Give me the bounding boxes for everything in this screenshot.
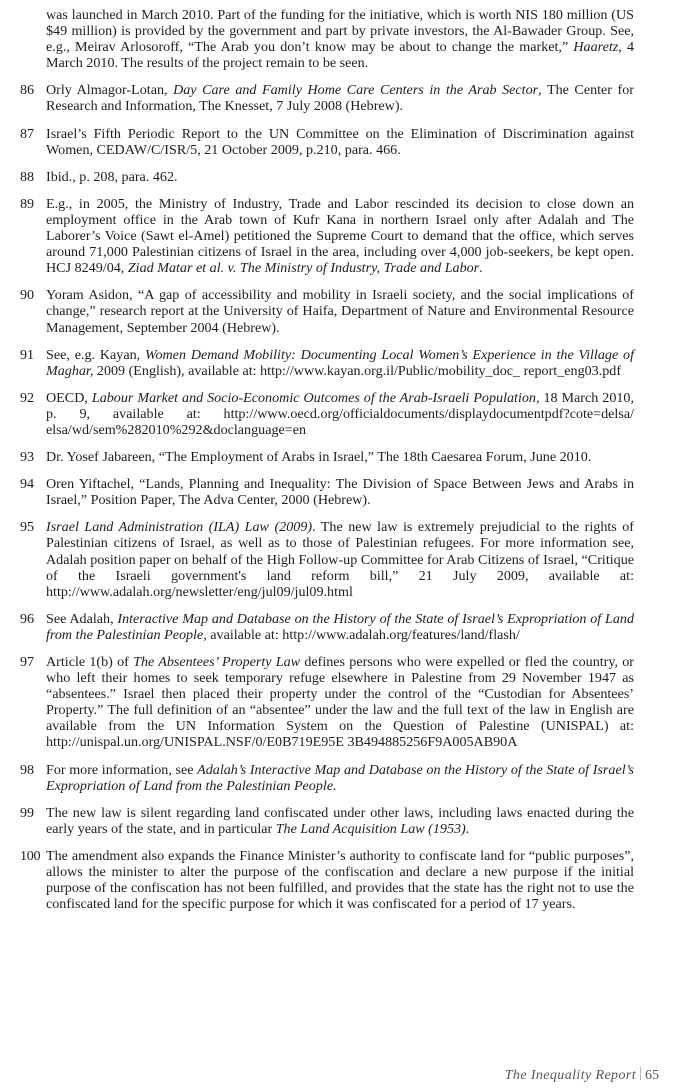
endnote-item xyxy=(20,476,634,508)
endnote-number: 92 xyxy=(20,389,35,406)
text-run: Israel’s Fifth Periodic Report to the UN Committee on the Elimination of Discrimination against Women, CEDAW/C/ISR/5, 21 October 2009, p.210, para. 466. xyxy=(46,125,634,158)
endnote-item xyxy=(20,126,634,158)
endnote-number: 98 xyxy=(20,761,35,778)
endnote-item xyxy=(20,347,634,379)
endnote-text xyxy=(46,519,634,599)
endnote-item xyxy=(20,82,634,114)
text-run: , available at: http://www.adalah.org/features/land/flash/ xyxy=(203,626,520,643)
text-run: Orly Almagor-Lotan, xyxy=(46,82,174,99)
endnote-text xyxy=(46,347,634,379)
note-spacer xyxy=(20,508,634,519)
endnote-number: 96 xyxy=(20,610,35,627)
endnote-item xyxy=(20,654,634,751)
continuation-italic: Haaretz xyxy=(573,39,619,56)
text-run: OECD, xyxy=(46,389,92,406)
endnote-text xyxy=(46,848,634,912)
text-run: Ibid., p. 208, para. 462. xyxy=(46,168,178,185)
text-run: Yoram Asidon, “A gap of accessibility and mobility in Israeli society, and the social implications of change,” research report at the University of Haifa, Department of Nature and Environmental Resource Management, September 2004 (Hebrew). xyxy=(46,287,634,336)
endnote-text xyxy=(46,390,634,438)
endnote-text xyxy=(46,805,634,837)
endnote-text xyxy=(46,287,634,335)
endnote-text xyxy=(46,654,634,751)
endnote-number: 99 xyxy=(20,804,35,821)
note-spacer xyxy=(20,465,634,476)
italic-title: The Absentees’ Property Law xyxy=(133,654,301,670)
endnote-text xyxy=(46,196,634,276)
note-spacer xyxy=(20,336,634,347)
text-run: 18 March 2010, p. 9, available at: http://www.oecd.org/officialdocuments/displaydocumentpdf?cote=delsa/ elsa/wd/sem%282010%292&doclanguage=en xyxy=(46,389,634,438)
endnote-number: 89 xyxy=(20,195,35,212)
italic-title: Adalah’s Interactive Map and Database on the History of the State of Israel’s Expropriation of Land from the Palestinian People. xyxy=(46,761,634,794)
italic-title: Israel Land Administration (ILA) Law (2009) xyxy=(46,519,313,536)
endnote-number: 87 xyxy=(20,125,35,142)
text-run: E.g., in 2005, the Ministry of Industry, Trade and Labor rescinded its decision to close down an employment office in the Arab town of Kufr Kana in northern Israel only after Adalah and The Laborer’s Voice (Sawt el-Amel) petitioned the Supreme Court to demand that the office, which serves around 71,000 Palestinian citizens of Israel in the area, including over 4,000 job-seekers, be kept open. HCJ 8249/04, xyxy=(46,195,634,277)
endnote-text xyxy=(46,611,634,643)
endnote-text xyxy=(46,449,634,465)
text-run: See Adalah, xyxy=(46,610,118,627)
note-spacer xyxy=(20,71,634,82)
endnote-text xyxy=(46,169,634,185)
italic-title: Labour Market and Socio-Economic Outcomes of the Arab-Israeli Population, xyxy=(91,389,540,406)
continuation-text: was launched in March 2010. Part of the funding for the initiative, which is worth NIS 180 million (US $49 million) is provided by the government and part by private investors, the Al-Bawader Group. See, e.g., Meirav Arlosoroff, “The Arab you don’t know may be about to change the market,” xyxy=(46,7,634,56)
endnote-item xyxy=(20,519,634,599)
text-run: defines persons who were expelled or fled the country, or who left their homes to seek temporary refuge elsewhere in Palestine from 29 November 1947 as “absentees.” Israel then placed their property under the control of the “Custodian for Absentees’ Property.” The full definition of an “absentee” under the law and the full text of the law in English are available from the UN Information System on the Question of Palestine (UNISPAL) at: http://unispal.un.org/UNISPAL.NSF/0/E0B719E95E 3B494885256F9A005AB90A xyxy=(46,654,635,751)
note-spacer xyxy=(20,600,634,611)
endnotes-list xyxy=(20,7,634,912)
note-spacer xyxy=(20,751,634,762)
endnote-item xyxy=(20,196,634,276)
endnote-item xyxy=(20,762,634,794)
text-run: The new law is silent regarding land confiscated under other laws, including laws enacted during the early years of the state, and in particular xyxy=(46,804,634,837)
endnote-number: 95 xyxy=(20,519,35,536)
endnote-item xyxy=(20,611,634,643)
italic-title: Interactive Map and Database on the History of the State of Israel’s Expropriation of Land from the Palestinian People xyxy=(46,610,634,643)
italic-title: Women Demand Mobility: Documenting Local Women’s Experience in the Village of Maghar, xyxy=(46,346,634,379)
endnote-number: 93 xyxy=(20,449,35,466)
text-run: Article 1(b) of xyxy=(46,654,134,670)
text-run: 2009 (English), available at: http://www.kayan.org.il/Public/mobility_doc_ report_eng03.pdf xyxy=(93,362,622,379)
italic-title: Ziad Matar et al. v. The Ministry of Industry, Trade and Labor xyxy=(127,260,480,277)
text-run: . The new law is extremely prejudicial to the rights of Palestinian citizens of Israel, as well as to those of Palestinian refugees. For more information see, Adalah position paper on behalf of the High Follow-up Committee for Arab Citizens of Israel, “Critique of the Israeli government's land reform bill,” 21 July 2009, available at: http://www.adalah.org/newsletter/eng/jul09/jul09.html xyxy=(46,519,634,600)
text-run: . xyxy=(479,260,483,277)
endnote-item xyxy=(20,449,634,465)
endnote-item xyxy=(20,805,634,837)
note-spacer xyxy=(20,276,634,287)
page-footer xyxy=(505,1067,659,1084)
note-spacer xyxy=(20,837,634,848)
endnote-text xyxy=(46,126,634,158)
note-spacer xyxy=(20,158,634,169)
text-run: , The Center for Research and Information, The Knesset, 7 July 2008 (Hebrew). xyxy=(46,82,634,115)
text-run: Oren Yiftachel, “Lands, Planning and Inequality: The Division of Space Between Jews and Arabs in Israel,” Position Paper, The Adva Center, 2000 (Hebrew). xyxy=(46,476,634,509)
text-run: . xyxy=(465,820,470,837)
continuation-text-end: , 4 March 2010. The results of the project remain to be seen. xyxy=(46,39,634,72)
text-run: For more information, see xyxy=(46,761,198,778)
endnote-number: 90 xyxy=(20,287,35,304)
footer-divider xyxy=(640,1067,641,1080)
endnote-number: 100 xyxy=(20,847,41,864)
endnote-number: 86 xyxy=(20,82,35,99)
endnote-text xyxy=(46,476,634,508)
text-run: See, e.g. Kayan, xyxy=(46,346,146,363)
note-spacer xyxy=(20,794,634,805)
endnote-number: 97 xyxy=(20,654,35,670)
endnote-number: 88 xyxy=(20,168,35,185)
endnote-number: 91 xyxy=(20,346,35,363)
endnotes xyxy=(20,71,634,912)
note-spacer xyxy=(20,438,634,449)
endnote-item xyxy=(20,848,634,912)
endnote-number: 94 xyxy=(20,476,35,493)
endnote-item xyxy=(20,390,634,438)
italic-title: Day Care and Family Home Care Centers in the Arab Sector xyxy=(173,82,539,99)
endnote-item xyxy=(20,287,634,335)
endnote-text xyxy=(46,82,634,114)
text-run: Dr. Yosef Jabareen, “The Employment of Arabs in Israel,” The 18th Caesarea Forum, June 2010. xyxy=(46,449,592,466)
note-spacer xyxy=(20,643,634,654)
text-run: The amendment also expands the Finance Minister’s authority to confiscate land for “public purposes”, allows the minister to alter the purpose of the confiscation and declare a new purpose if the initial purpose of the confiscation has not been fulfilled, and provides that the state has the right not to use the confiscated land for the specific purpose for which it was confiscated for a period of 17 years. xyxy=(46,847,634,913)
note-spacer xyxy=(20,185,634,196)
endnote-text xyxy=(46,762,634,794)
italic-title: The Land Acquisition Law (1953) xyxy=(275,820,466,837)
note-spacer xyxy=(20,115,634,126)
note-spacer xyxy=(20,379,634,390)
page-number: 65 xyxy=(645,1068,659,1083)
report-title: The Inequality Report xyxy=(504,1068,636,1083)
endnote-item xyxy=(20,169,634,185)
endnote-continuation xyxy=(20,7,634,71)
